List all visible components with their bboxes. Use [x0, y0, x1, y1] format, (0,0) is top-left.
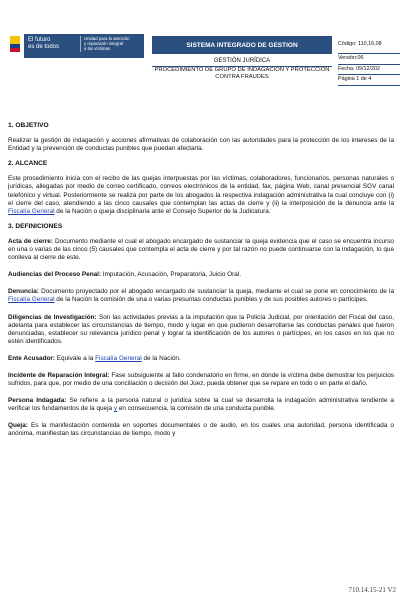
fiscalia-link[interactable]: Fiscalía General: [8, 207, 55, 215]
definition-text: Fase subsiguiente al fallo condenatorio en firme, en donde la víctima debe demostrar los perjuicios sufridos, para que, por medio de una conciliación o decisión del Juez, pueda obtener que se repare en todo o en parte el daño.: [8, 371, 395, 388]
document-body: [8, 122, 394, 448]
definition-item: [8, 238, 394, 262]
alcance-text: [8, 175, 394, 215]
alcance-text-b: de la Nación o queja disciplinaria ante el Consejo Superior de la Judicatura.: [54, 207, 271, 215]
document-date: Fecha: 09/12/202: [338, 65, 400, 75]
definition-term: Denuncia:: [8, 288, 39, 296]
definition-text: Imputación, Acusación, Preparatoria, Juicio Oral.: [101, 271, 242, 279]
logo-entity-name: Unidad para la atención y reparación integral a las víctimas: [80, 36, 129, 52]
colombia-flag-icon: [10, 36, 20, 52]
fiscalia-link[interactable]: Fiscalía General: [95, 354, 142, 362]
system-title: SISTEMA INTEGRADO DE GESTION: [152, 36, 332, 54]
definition-text: Documento proyectado por el abogado encargado de sustanciar la queja, mediante el cual se pone en conocimiento de la: [38, 288, 394, 296]
definition-term: Queja:: [8, 422, 28, 430]
document-code: Código: 110,16,08: [338, 36, 400, 54]
definition-text-cont: de la Nación la comisión de una o varias presuntas conductas punibles y de sus posibles autores o partícipes.: [54, 296, 368, 304]
definition-item: [8, 422, 394, 438]
footer-code: 710.14.15-21 V2: [348, 586, 396, 594]
section-heading-objetivo: 1. OBJETIVO: [8, 122, 49, 129]
definition-term: Diligencias de Investigación:: [8, 313, 97, 321]
alcance-text-a: Este procedimiento inicia con el recibo de las quejas interpuestas por las víctimas, colaboradores, funcionarios, personas naturales o jurídicas, allegadas por medio de correo certificado, correos electrónicos de la entidad, fax, página Web, canal presencial SGV canal telefónico y virtual. Posteriormente se realiza por parte de los abogados la respectiva indagación administrativa la cual concluye con (i) el cierre del caso, atendiendo a las cinco causales que contemplan las actas de cierre y (ii) la interposición de la denuncia ante la: [8, 175, 394, 207]
document-header: [4, 4, 400, 92]
section-heading-alcance: 2. ALCANCE: [8, 160, 48, 168]
procedure-title: PROCEDIMIENTO DE GRUPO DE INDAGACIÓN Y PROTECCIÓN CONTRA FRAUDES: [154, 67, 330, 80]
definition-item: [8, 271, 394, 279]
document-control-info: [338, 36, 400, 86]
definition-text: Se refiere a la persona natural o jurídica sobre la cual se desarrolla la indagación administrativa tendiente a verificar los fundamentos de la queja: [8, 397, 394, 413]
definition-text: Son las actividades previas a la imputación que la Policía Judicial, por orientación del Fiscal del caso, adelanta para establecer las circunstancias de tiempo, modo y lugar en que pudieron desarrollarse las conductas penales que fueron denunciadas, establecer su relevancia jurídico penal y lograr la identificación de los autores o partícipes, en los casos en los que no estén identificados.: [8, 313, 395, 345]
definition-text: Es la manifestación contenida en soportes documentales o de audio, en los cuales una autoridad, persona identificada o anónima, manifiestan las circunstancias de tiempo, modo y: [8, 422, 394, 438]
fiscalia-link[interactable]: Fiscalía General: [8, 296, 55, 304]
area-title: GESTIÓN JURÍDICA: [152, 55, 332, 67]
definition-term: Ente Acusador:: [8, 354, 55, 362]
section-heading-definiciones: 3. DEFINICIONES: [8, 222, 63, 230]
inline-link[interactable]: y: [113, 405, 118, 413]
definition-item: [8, 372, 394, 388]
entity-logo: [4, 34, 152, 74]
definition-term: Incidente de Reparación Integral:: [8, 371, 110, 379]
page-number: Página 1 de 4: [338, 75, 400, 85]
definition-text-cont: de la Nación.: [141, 354, 181, 362]
definition-text: Documento mediante el cual el abogado encargado de sustanciar la queja evidencia que el caso se encuentra incurso en una o varias de las cinco (5) causales que contempla el acta de cierre y por tal razón no puede continuarse con la indagación, lo que conlleva al cierre de este.: [8, 237, 394, 262]
definition-term: Audiencias del Proceso Penal:: [8, 271, 102, 279]
definition-item: [8, 355, 394, 363]
logo-banner: [24, 34, 144, 58]
objetivo-text: Realizar la gestión de indagación y acciones afirmativas de colaboración con las autoridades para la protección de los intereses de la Entidad y la prevención de conductas punibles que puedan afectarla.: [8, 137, 394, 153]
definition-item: [8, 397, 394, 413]
logo-slogan: El futuro es de todos: [28, 37, 60, 50]
definition-item: [8, 288, 394, 304]
definition-text: Equivale a la: [55, 354, 96, 362]
document-version: Versión:06: [338, 54, 400, 64]
definition-term: Persona Indagada:: [8, 397, 67, 405]
definition-text-cont: en consecuencia, la comisión de una conducta punible.: [117, 405, 276, 413]
definition-item: [8, 314, 394, 346]
definition-term: Acta de cierre:: [8, 237, 53, 245]
